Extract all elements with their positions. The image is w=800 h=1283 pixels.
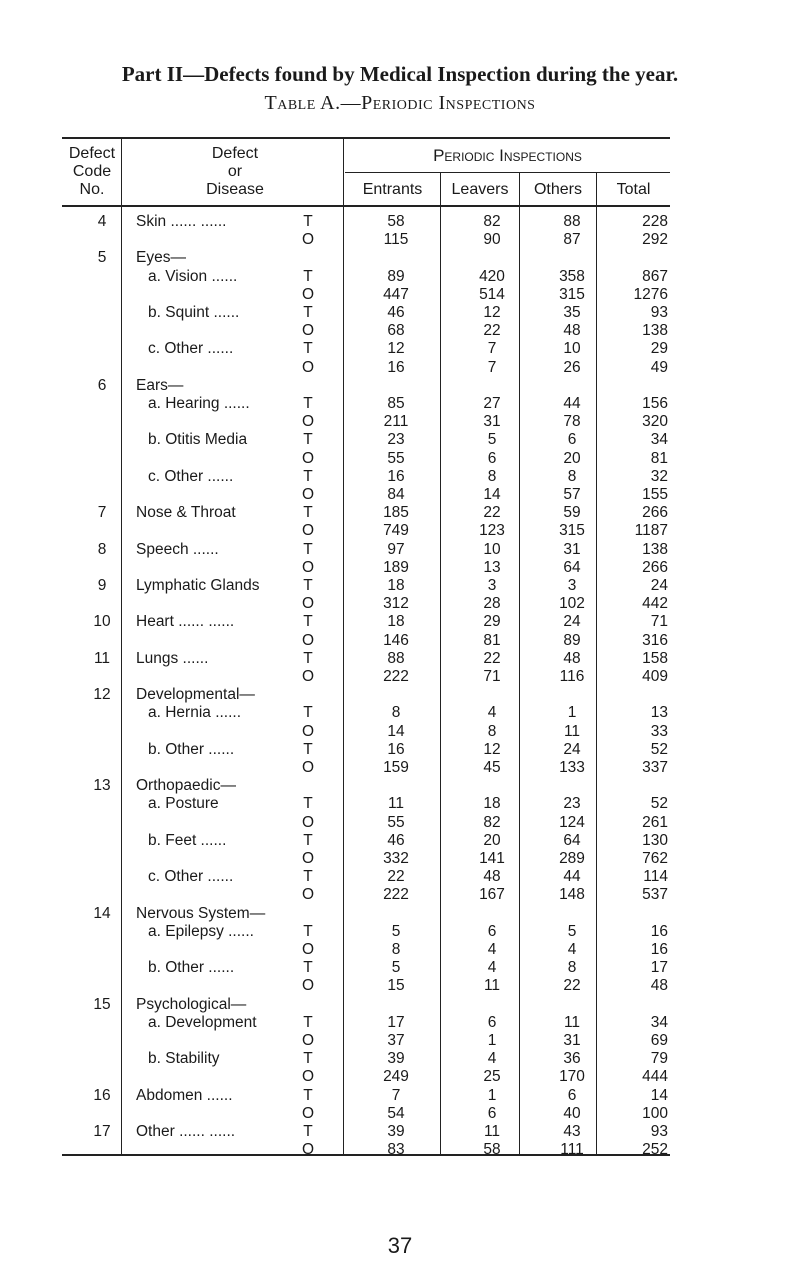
value-entrants: 18	[387, 577, 405, 594]
defect-code: 9	[97, 577, 107, 594]
inspection-type: O	[301, 413, 315, 431]
value-leavers: 20	[483, 831, 501, 849]
value-entrants: 39	[387, 1050, 405, 1068]
value-total: 138	[642, 322, 668, 340]
value-others: 1	[567, 704, 577, 722]
value-others: 11	[563, 722, 581, 740]
value-entrants: 16	[387, 467, 405, 485]
value-total: 337	[642, 759, 668, 776]
value-entrants: 22	[387, 868, 405, 886]
inspection-type: T	[303, 613, 313, 631]
value-entrants: 249	[383, 1068, 409, 1086]
defect-label: a. Epilepsy ......	[148, 922, 254, 940]
value-leavers: 71	[483, 668, 501, 685]
value-total: 16	[650, 941, 668, 958]
value-leavers: 28	[483, 595, 501, 613]
value-total: 1276	[633, 285, 668, 303]
value-entrants: 222	[383, 886, 409, 904]
value-entrants: 17	[387, 1013, 405, 1031]
value-leavers: 11	[483, 1123, 501, 1140]
value-others: 88	[563, 213, 581, 230]
inspection-type: O	[301, 759, 315, 776]
value-entrants: 189	[383, 558, 409, 576]
value-leavers: 82	[483, 813, 501, 831]
defect-label: Developmental—	[136, 686, 255, 704]
value-others: 23	[563, 795, 581, 813]
inspection-type: T	[303, 1013, 313, 1031]
defect-label: Skin ...... ......	[136, 213, 227, 230]
value-total: 762	[642, 850, 668, 867]
defect-code: 6	[97, 376, 107, 394]
inspection-type: T	[303, 213, 313, 230]
value-total: 537	[642, 886, 668, 904]
header-defect-disease: Defect or Disease	[206, 145, 264, 198]
defect-label: c. Other ......	[148, 868, 234, 886]
inspection-type: O	[301, 358, 315, 376]
value-leavers: 48	[483, 868, 501, 886]
value-total: 34	[650, 431, 668, 449]
value-others: 43	[563, 1123, 581, 1140]
value-leavers: 22	[483, 649, 501, 667]
inspection-type: T	[303, 1123, 313, 1140]
defect-label: Other ...... ......	[136, 1123, 236, 1140]
inspection-type: T	[303, 740, 313, 758]
value-others: 36	[563, 1050, 581, 1068]
defect-label: Lungs ......	[136, 649, 209, 667]
value-others: 22	[563, 977, 581, 995]
value-others: 315	[559, 285, 585, 303]
inspection-type: T	[303, 340, 313, 358]
value-others: 64	[563, 558, 581, 576]
value-entrants: 5	[391, 959, 401, 977]
defect-label: Eyes—	[136, 249, 186, 267]
value-leavers: 141	[479, 850, 505, 867]
defect-label: a. Vision ......	[148, 267, 238, 285]
value-total: 442	[642, 595, 668, 613]
defect-code: 10	[93, 613, 111, 631]
inspection-type: T	[303, 395, 313, 412]
value-entrants: 55	[387, 813, 405, 831]
defect-code: 14	[93, 904, 111, 922]
value-total: 71	[650, 613, 668, 631]
defect-label: c. Other ......	[148, 340, 234, 358]
value-total: 13	[650, 704, 668, 722]
value-total: 93	[650, 1123, 668, 1140]
value-leavers: 12	[483, 304, 501, 321]
value-entrants: 84	[387, 486, 405, 503]
inspection-type: T	[303, 1086, 313, 1104]
value-entrants: 39	[387, 1123, 405, 1140]
defect-label: Nose & Throat	[136, 504, 236, 522]
inspection-type: O	[301, 1032, 315, 1049]
value-total: 81	[650, 449, 668, 467]
value-entrants: 68	[387, 322, 405, 340]
value-total: 292	[642, 231, 668, 249]
defect-label: a. Hernia ......	[148, 704, 242, 722]
header-periodic-inspections: Periodic Inspections	[433, 146, 582, 165]
value-others: 133	[559, 759, 585, 776]
value-others: 48	[563, 649, 581, 667]
header-entrants: Entrants	[362, 181, 423, 198]
inspection-type: T	[303, 649, 313, 667]
value-leavers: 18	[483, 795, 501, 813]
value-entrants: 37	[387, 1032, 405, 1049]
value-entrants: 115	[383, 231, 409, 249]
defect-label: Ears—	[136, 376, 184, 394]
value-leavers: 58	[483, 1141, 501, 1159]
inspection-type: O	[301, 886, 315, 904]
value-others: 10	[563, 340, 581, 358]
value-others: 8	[567, 959, 577, 977]
value-others: 148	[559, 886, 585, 904]
value-total: 409	[642, 668, 668, 685]
inspection-type: O	[301, 668, 315, 685]
value-total: 867	[642, 267, 668, 285]
value-others: 89	[563, 631, 581, 649]
value-others: 116	[559, 668, 585, 685]
defect-label: Orthopaedic—	[136, 777, 236, 795]
inspection-type: O	[301, 322, 315, 340]
value-leavers: 12	[483, 740, 501, 758]
defect-label: b. Squint ......	[148, 304, 240, 321]
value-leavers: 4	[487, 1050, 497, 1068]
defect-code: 13	[93, 777, 111, 795]
defect-code: 4	[97, 213, 107, 230]
inspection-type: O	[301, 1141, 315, 1159]
defect-label: b. Other ......	[148, 740, 235, 758]
inspection-type: O	[301, 558, 315, 576]
value-leavers: 6	[487, 449, 497, 467]
inspection-type: T	[303, 922, 313, 940]
value-total: 16	[650, 922, 668, 940]
header-defect-code: Defect Code No.	[68, 145, 116, 198]
value-total: 266	[642, 504, 668, 522]
value-entrants: 16	[387, 740, 405, 758]
value-leavers: 7	[487, 358, 497, 376]
defect-label: Psychological—	[136, 995, 247, 1013]
inspection-type: T	[303, 704, 313, 722]
inspection-type: T	[303, 831, 313, 849]
value-total: 48	[650, 977, 668, 995]
value-others: 124	[559, 813, 585, 831]
value-leavers: 420	[479, 267, 505, 285]
value-leavers: 11	[483, 977, 501, 995]
inspection-type: T	[303, 868, 313, 886]
defect-code: 15	[93, 995, 111, 1013]
value-entrants: 146	[383, 631, 409, 649]
value-others: 24	[563, 740, 581, 758]
inspection-type: O	[301, 449, 315, 467]
inspection-type: T	[303, 467, 313, 485]
value-entrants: 312	[383, 595, 409, 613]
value-leavers: 123	[479, 522, 505, 540]
defect-label: Lymphatic Glands	[136, 577, 260, 594]
value-others: 44	[563, 868, 581, 886]
value-leavers: 22	[483, 504, 501, 522]
value-entrants: 85	[387, 395, 405, 412]
header-total: Total	[616, 181, 651, 198]
inspection-type: T	[303, 795, 313, 813]
value-others: 6	[567, 1086, 577, 1104]
value-total: 17	[650, 959, 668, 977]
value-entrants: 11	[387, 795, 405, 813]
value-entrants: 7	[391, 1086, 401, 1104]
inspection-type: O	[301, 486, 315, 503]
value-others: 40	[563, 1104, 581, 1122]
inspection-type: O	[301, 977, 315, 995]
value-leavers: 45	[483, 759, 501, 776]
value-total: 24	[650, 577, 668, 594]
defect-label: Abdomen ......	[136, 1086, 233, 1104]
value-others: 64	[563, 831, 581, 849]
value-leavers: 167	[479, 886, 505, 904]
value-entrants: 8	[391, 941, 401, 958]
value-others: 315	[559, 522, 585, 540]
value-entrants: 46	[387, 304, 405, 321]
value-others: 59	[563, 504, 581, 522]
value-total: 33	[650, 722, 668, 740]
value-leavers: 81	[483, 631, 501, 649]
value-total: 138	[642, 540, 668, 558]
inspection-type: O	[301, 231, 315, 249]
inspection-type: T	[303, 577, 313, 594]
value-entrants: 46	[387, 831, 405, 849]
value-entrants: 222	[383, 668, 409, 685]
value-others: 4	[567, 941, 577, 958]
defect-label: b. Other ......	[148, 959, 235, 977]
value-entrants: 58	[387, 213, 405, 230]
value-entrants: 83	[387, 1141, 405, 1159]
value-entrants: 23	[387, 431, 405, 449]
value-entrants: 15	[387, 977, 405, 995]
value-total: 34	[650, 1013, 668, 1031]
value-total: 316	[642, 631, 668, 649]
inspection-type: O	[301, 722, 315, 740]
col-divider-disease	[343, 138, 344, 1155]
value-leavers: 25	[483, 1068, 501, 1086]
value-leavers: 22	[483, 322, 501, 340]
value-total: 100	[642, 1104, 668, 1122]
value-leavers: 4	[487, 941, 497, 958]
value-total: 252	[642, 1141, 668, 1159]
inspection-type: O	[301, 595, 315, 613]
value-entrants: 55	[387, 449, 405, 467]
inspection-type: T	[303, 267, 313, 285]
inspection-type: O	[301, 1104, 315, 1122]
periodic-subheader-rule	[345, 172, 670, 173]
inspection-type: O	[301, 941, 315, 958]
value-leavers: 10	[483, 540, 501, 558]
table-title: Table A.—Periodic Inspections	[264, 92, 536, 114]
value-total: 69	[650, 1032, 668, 1049]
defect-label: b. Otitis Media	[148, 431, 248, 449]
inspection-type: T	[303, 504, 313, 522]
value-total: 156	[642, 395, 668, 412]
defect-code: 17	[93, 1123, 111, 1140]
value-total: 114	[643, 868, 668, 886]
inspection-type: O	[301, 850, 315, 867]
value-total: 444	[642, 1068, 668, 1086]
value-total: 130	[642, 831, 668, 849]
value-leavers: 4	[487, 704, 497, 722]
value-others: 87	[563, 231, 581, 249]
value-others: 20	[563, 449, 581, 467]
value-leavers: 13	[483, 558, 501, 576]
inspection-type: T	[303, 431, 313, 449]
defect-label: a. Posture	[148, 795, 219, 813]
value-total: 52	[650, 740, 668, 758]
inspection-type: T	[303, 1050, 313, 1068]
value-total: 14	[650, 1086, 668, 1104]
value-total: 228	[642, 213, 668, 230]
value-leavers: 7	[487, 340, 497, 358]
defect-code: 11	[93, 649, 111, 667]
value-others: 5	[567, 922, 577, 940]
defect-label: b. Stability	[148, 1050, 220, 1068]
value-entrants: 14	[387, 722, 405, 740]
value-leavers: 90	[483, 231, 501, 249]
inspection-type: O	[301, 522, 315, 540]
value-entrants: 97	[387, 540, 405, 558]
value-entrants: 447	[383, 285, 409, 303]
col-divider-entrants	[440, 172, 441, 1155]
value-others: 170	[559, 1068, 585, 1086]
value-others: 31	[563, 540, 581, 558]
page-title: Part II—Defects found by Medical Inspection during the year.	[121, 62, 679, 86]
defect-code: 16	[93, 1086, 111, 1104]
value-leavers: 8	[487, 467, 497, 485]
value-total: 320	[642, 413, 668, 431]
value-others: 26	[563, 358, 581, 376]
value-others: 102	[559, 595, 585, 613]
value-total: 29	[650, 340, 668, 358]
defect-label: Nervous System—	[136, 904, 266, 922]
value-others: 31	[563, 1032, 581, 1049]
inspection-type: O	[301, 631, 315, 649]
value-others: 6	[567, 431, 577, 449]
value-others: 111	[560, 1141, 584, 1159]
page-number: 37	[387, 1233, 413, 1258]
value-others: 289	[559, 850, 585, 867]
value-others: 35	[563, 304, 581, 321]
header-others: Others	[533, 181, 582, 198]
value-total: 79	[650, 1050, 668, 1068]
value-entrants: 8	[391, 704, 401, 722]
value-entrants: 54	[387, 1104, 405, 1122]
value-entrants: 159	[383, 759, 409, 776]
value-total: 32	[650, 467, 668, 485]
value-leavers: 31	[483, 413, 501, 431]
value-leavers: 5	[487, 431, 497, 449]
value-leavers: 1	[487, 1086, 497, 1104]
value-others: 48	[563, 322, 581, 340]
inspection-type: O	[301, 1068, 315, 1086]
value-total: 1187	[634, 522, 668, 540]
value-leavers: 514	[479, 285, 505, 303]
defect-label: a. Development	[148, 1013, 257, 1031]
value-total: 49	[650, 358, 668, 376]
defect-code: 7	[97, 504, 107, 522]
value-leavers: 82	[483, 213, 501, 230]
value-entrants: 332	[383, 850, 409, 867]
defect-label: Heart ...... ......	[136, 613, 235, 631]
inspection-type: T	[303, 540, 313, 558]
value-entrants: 18	[387, 613, 405, 631]
value-leavers: 29	[483, 613, 501, 631]
value-total: 266	[642, 558, 668, 576]
value-leavers: 4	[487, 959, 497, 977]
value-leavers: 27	[483, 395, 501, 412]
value-leavers: 6	[487, 1104, 497, 1122]
defect-label: b. Feet ......	[148, 831, 227, 849]
inspection-type: T	[303, 304, 313, 321]
value-total: 158	[642, 649, 668, 667]
defect-code: 12	[93, 686, 111, 704]
value-leavers: 6	[487, 922, 497, 940]
value-entrants: 88	[387, 649, 405, 667]
value-others: 57	[563, 486, 581, 503]
value-leavers: 1	[487, 1032, 497, 1049]
inspection-type: O	[301, 285, 315, 303]
inspection-type: T	[303, 959, 313, 977]
value-total: 261	[642, 813, 668, 831]
value-others: 11	[563, 1013, 581, 1031]
table-top-rule	[62, 137, 670, 139]
value-others: 24	[563, 613, 581, 631]
value-total: 155	[642, 486, 668, 503]
value-entrants: 12	[387, 340, 405, 358]
defect-label: Speech ......	[136, 540, 219, 558]
value-entrants: 749	[383, 522, 409, 540]
value-entrants: 185	[383, 504, 409, 522]
header-bottom-rule	[62, 205, 670, 207]
header-leavers: Leavers	[451, 181, 509, 198]
defect-code: 5	[97, 249, 107, 267]
value-leavers: 14	[483, 486, 501, 503]
value-others: 3	[567, 577, 577, 594]
value-total: 93	[650, 304, 668, 321]
value-total: 52	[650, 795, 668, 813]
value-others: 78	[563, 413, 581, 431]
inspection-type: O	[301, 813, 315, 831]
value-others: 44	[563, 395, 581, 412]
defect-label: a. Hearing ......	[148, 395, 250, 412]
value-leavers: 6	[487, 1013, 497, 1031]
value-others: 358	[559, 267, 585, 285]
value-leavers: 3	[487, 577, 497, 594]
value-others: 8	[567, 467, 577, 485]
defect-code: 8	[97, 540, 107, 558]
defect-label: c. Other ......	[148, 467, 234, 485]
value-entrants: 16	[387, 358, 405, 376]
value-entrants: 89	[387, 267, 405, 285]
value-entrants: 5	[391, 922, 401, 940]
value-leavers: 8	[487, 722, 497, 740]
value-entrants: 211	[383, 413, 409, 431]
